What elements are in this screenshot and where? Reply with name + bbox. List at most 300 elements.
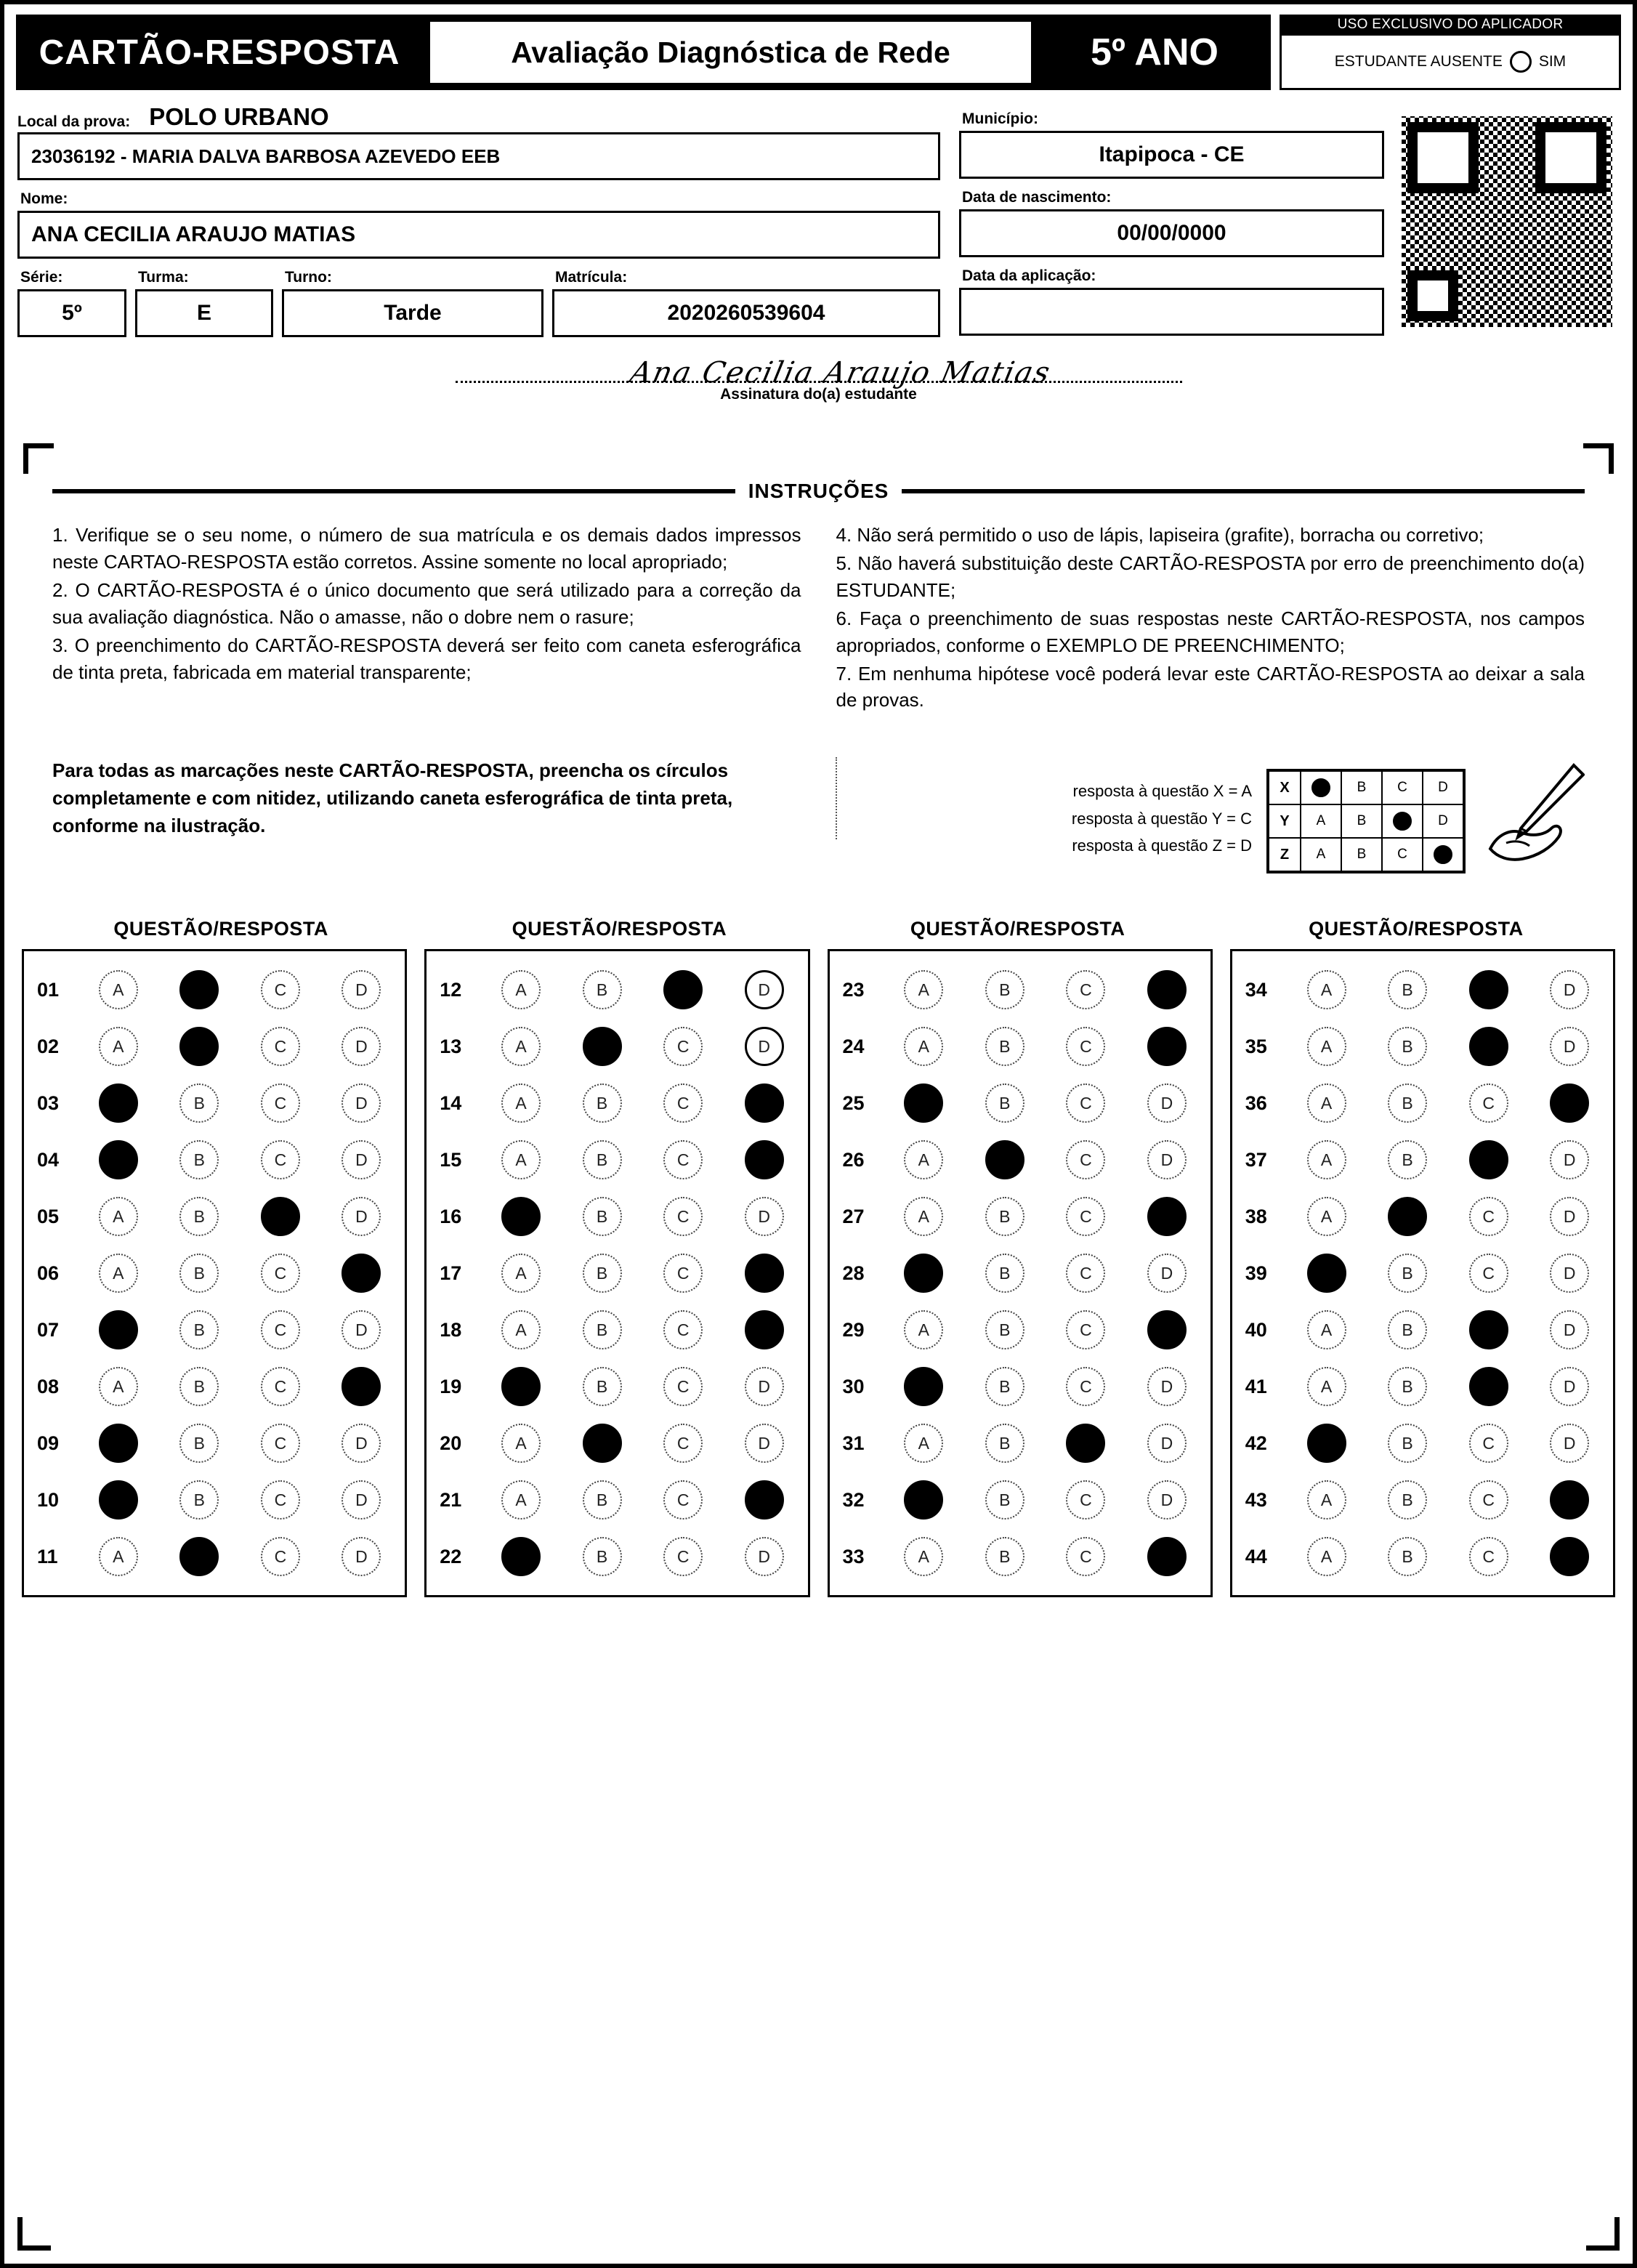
option-bubble-c[interactable]: C xyxy=(261,970,300,1009)
instructions-right-column xyxy=(836,522,1585,715)
example-bubble xyxy=(1423,838,1463,871)
option-bubble-d[interactable]: D xyxy=(341,1140,381,1179)
option-bubble-a[interactable]: A xyxy=(1307,1083,1346,1123)
option-bubble-d[interactable]: D xyxy=(745,1537,784,1576)
option-bubble-d[interactable]: D xyxy=(1147,1254,1187,1293)
answer-row xyxy=(1235,1472,1610,1528)
option-bubble-c[interactable]: C xyxy=(261,1140,300,1179)
sheet-header xyxy=(16,15,1621,90)
option-bubble-a[interactable]: A xyxy=(501,1424,541,1463)
option-bubble-c[interactable]: C xyxy=(261,1367,300,1406)
option-bubbles xyxy=(480,1424,804,1463)
option-bubbles xyxy=(884,1424,1208,1463)
question-number: 08 xyxy=(37,1375,60,1397)
option-bubble-c[interactable]: C xyxy=(1066,1027,1105,1066)
question-number: 22 xyxy=(440,1545,462,1567)
option-bubbles xyxy=(78,1254,402,1293)
option-bubbles xyxy=(1286,1310,1610,1349)
question-number: 01 xyxy=(37,978,60,1001)
question-number: 11 xyxy=(37,1545,58,1567)
answer-row xyxy=(1235,961,1610,1018)
alignment-corner-bottom-left xyxy=(17,2217,51,2251)
answer-row xyxy=(27,1018,402,1075)
option-bubble-c[interactable]: C xyxy=(663,1367,703,1406)
option-bubble-a[interactable]: A xyxy=(501,1254,541,1293)
answer-row xyxy=(833,1358,1208,1415)
option-bubble-d[interactable] xyxy=(1147,1310,1187,1349)
option-bubble-c[interactable]: C xyxy=(1469,1480,1508,1520)
option-bubbles xyxy=(884,970,1208,1009)
question-number: 21 xyxy=(440,1488,462,1511)
option-bubble-c[interactable] xyxy=(1469,1140,1508,1179)
option-bubble-c[interactable]: C xyxy=(1066,1197,1105,1236)
option-bubbles xyxy=(1286,1480,1610,1520)
option-bubbles xyxy=(1286,1027,1610,1066)
option-bubble-b[interactable]: B xyxy=(583,1197,622,1236)
option-bubble-d[interactable]: D xyxy=(1550,1424,1589,1463)
question-number: 03 xyxy=(37,1091,60,1114)
answer-row xyxy=(833,1018,1208,1075)
option-bubble-c[interactable]: C xyxy=(1469,1197,1508,1236)
option-bubble-b[interactable]: B xyxy=(179,1140,219,1179)
nome-field: ANA CECILIA ARAUJO MATIAS xyxy=(17,211,940,259)
option-bubble-a[interactable] xyxy=(99,1424,138,1463)
option-bubble-c[interactable] xyxy=(1066,1424,1105,1463)
option-bubble-d[interactable]: D xyxy=(1147,1480,1187,1520)
option-bubble-d[interactable]: D xyxy=(1147,1083,1187,1123)
option-bubble-b[interactable] xyxy=(1388,1197,1427,1236)
answer-row xyxy=(833,1131,1208,1188)
option-bubble-b[interactable]: B xyxy=(985,1027,1024,1066)
instructions-columns xyxy=(23,522,1614,715)
absent-bubble-icon[interactable] xyxy=(1510,51,1532,73)
question-number: 30 xyxy=(842,1375,865,1397)
option-bubble-c[interactable]: C xyxy=(261,1310,300,1349)
option-bubble-a[interactable] xyxy=(501,1367,541,1406)
question-number: 19 xyxy=(440,1375,462,1397)
option-bubble-d[interactable] xyxy=(745,1083,784,1123)
option-bubble-a[interactable]: A xyxy=(904,1027,943,1066)
answer-row xyxy=(1235,1528,1610,1585)
answer-row xyxy=(27,1358,402,1415)
option-bubble-a[interactable]: A xyxy=(99,970,138,1009)
option-bubble-b[interactable]: B xyxy=(1388,1027,1427,1066)
question-number: 39 xyxy=(1245,1262,1267,1284)
option-bubble-c[interactable]: C xyxy=(663,1140,703,1179)
option-bubbles xyxy=(884,1083,1208,1123)
answer-row xyxy=(27,1245,402,1302)
question-number: 32 xyxy=(842,1488,865,1511)
question-number: 41 xyxy=(1245,1375,1267,1397)
polo-value: POLO URBANO xyxy=(149,103,329,130)
option-bubble-a[interactable]: A xyxy=(501,1140,541,1179)
option-bubble-b[interactable]: B xyxy=(1388,1537,1427,1576)
answer-row xyxy=(429,1302,804,1358)
option-bubble-c[interactable] xyxy=(1469,1027,1508,1066)
option-bubble-a[interactable] xyxy=(904,1480,943,1520)
option-bubble-b[interactable]: B xyxy=(985,1537,1024,1576)
option-bubble-a[interactable] xyxy=(99,1083,138,1123)
option-bubble-b[interactable]: B xyxy=(179,1424,219,1463)
option-bubble-d[interactable]: D xyxy=(745,1424,784,1463)
option-bubbles xyxy=(1286,1140,1610,1179)
absent-yes-label: SIM xyxy=(1538,53,1567,70)
option-bubbles xyxy=(1286,970,1610,1009)
option-bubble-d[interactable] xyxy=(1147,970,1187,1009)
answer-row xyxy=(429,1131,804,1188)
option-bubble-c[interactable] xyxy=(663,970,703,1009)
option-bubble-c[interactable]: C xyxy=(261,1027,300,1066)
option-bubble-b[interactable]: B xyxy=(179,1367,219,1406)
instructions-title-row xyxy=(52,480,1585,503)
option-bubble-a[interactable]: A xyxy=(501,1480,541,1520)
option-bubble-d[interactable]: D xyxy=(341,970,381,1009)
option-bubble-b[interactable]: B xyxy=(179,1083,219,1123)
answer-row xyxy=(429,1075,804,1131)
answer-row xyxy=(429,1188,804,1245)
answer-row xyxy=(429,1472,804,1528)
option-bubble-b[interactable]: B xyxy=(583,1537,622,1576)
option-bubble-d[interactable] xyxy=(341,1254,381,1293)
option-bubble-c[interactable] xyxy=(1469,1310,1508,1349)
option-bubble-b[interactable] xyxy=(179,1027,219,1066)
option-bubble-c[interactable]: C xyxy=(1469,1537,1508,1576)
option-bubble-c[interactable]: C xyxy=(261,1083,300,1123)
instruction-item: 3. O preenchimento do CARTÃO-RESPOSTA deverá ser feito com caneta esferográfica de tinta preta, fabricada em material transparente; xyxy=(52,634,801,683)
serie-field: 5º xyxy=(17,289,126,337)
option-bubble-b[interactable]: B xyxy=(1388,1140,1427,1179)
option-bubble-b[interactable]: B xyxy=(179,1310,219,1349)
option-bubble-b[interactable]: B xyxy=(1388,1367,1427,1406)
answer-row xyxy=(429,1528,804,1585)
example-grid xyxy=(1266,769,1466,873)
option-bubble-c[interactable]: C xyxy=(1066,970,1105,1009)
option-bubble-c[interactable]: C xyxy=(1066,1537,1105,1576)
option-bubble-d[interactable]: D xyxy=(745,1197,784,1236)
option-bubble-c[interactable]: C xyxy=(663,1537,703,1576)
option-bubble-c[interactable]: C xyxy=(1066,1310,1105,1349)
answer-header: QUESTÃO/RESPOSTA xyxy=(512,918,727,940)
option-bubble-c[interactable]: C xyxy=(663,1424,703,1463)
answer-row xyxy=(833,1302,1208,1358)
option-bubbles xyxy=(78,1424,402,1463)
option-bubbles xyxy=(1286,1537,1610,1576)
option-bubble-b[interactable]: B xyxy=(583,1310,622,1349)
answer-row xyxy=(833,1528,1208,1585)
option-bubble-b[interactable] xyxy=(583,1424,622,1463)
option-bubble-d[interactable]: D xyxy=(1147,1140,1187,1179)
option-bubble-b[interactable]: B xyxy=(179,1254,219,1293)
option-bubble-d[interactable] xyxy=(1550,1537,1589,1576)
question-number: 05 xyxy=(37,1205,60,1227)
option-bubble-b[interactable]: B xyxy=(179,1197,219,1236)
option-bubble-b[interactable]: B xyxy=(583,1083,622,1123)
aplicacao-label: Data da aplicação: xyxy=(962,267,1096,284)
option-bubble-a[interactable]: A xyxy=(904,1197,943,1236)
option-bubble-d[interactable] xyxy=(1147,1027,1187,1066)
option-bubble-a[interactable]: A xyxy=(99,1254,138,1293)
option-bubble-d[interactable]: D xyxy=(1550,1140,1589,1179)
option-bubbles xyxy=(1286,1424,1610,1463)
option-bubbles xyxy=(1286,1367,1610,1406)
option-bubble-d[interactable]: D xyxy=(745,1027,784,1066)
question-number: 35 xyxy=(1245,1035,1267,1057)
option-bubble-a[interactable]: A xyxy=(904,1537,943,1576)
option-bubble-a[interactable]: A xyxy=(1307,1537,1346,1576)
option-bubble-a[interactable]: A xyxy=(1307,1027,1346,1066)
option-bubble-c[interactable]: C xyxy=(261,1254,300,1293)
option-bubble-b[interactable]: B xyxy=(985,1480,1024,1520)
option-bubble-a[interactable]: A xyxy=(1307,970,1346,1009)
alignment-corner-top-right xyxy=(1583,443,1614,474)
option-bubble-d[interactable] xyxy=(1550,1083,1589,1123)
option-bubble-b[interactable]: B xyxy=(1388,1310,1427,1349)
answer-row xyxy=(27,1131,402,1188)
option-bubble-a[interactable] xyxy=(99,1140,138,1179)
option-bubble-c[interactable]: C xyxy=(261,1537,300,1576)
example-grid-wrapper xyxy=(1266,757,1466,873)
answer-row xyxy=(833,961,1208,1018)
option-bubble-d[interactable]: D xyxy=(1550,1197,1589,1236)
option-bubble-b[interactable]: B xyxy=(583,1367,622,1406)
option-bubble-b[interactable]: B xyxy=(1388,1083,1427,1123)
example-bubble: A xyxy=(1301,838,1341,871)
option-bubble-d[interactable] xyxy=(745,1480,784,1520)
option-bubble-b[interactable] xyxy=(179,1537,219,1576)
option-bubble-b[interactable]: B xyxy=(1388,1480,1427,1520)
nascimento-label: Data de nascimento: xyxy=(962,189,1112,206)
option-bubble-a[interactable] xyxy=(99,1480,138,1520)
option-bubble-b[interactable]: B xyxy=(1388,970,1427,1009)
signature-caption: Assinatura do(a) estudante xyxy=(720,386,917,403)
question-number: 18 xyxy=(440,1318,462,1341)
option-bubble-a[interactable] xyxy=(1307,1424,1346,1463)
option-bubble-b[interactable] xyxy=(179,970,219,1009)
answer-grid[interactable] xyxy=(22,949,1615,1597)
question-number: 15 xyxy=(440,1148,462,1171)
absent-field[interactable] xyxy=(1280,36,1621,90)
answer-row xyxy=(833,1415,1208,1472)
option-bubble-d[interactable] xyxy=(1147,1197,1187,1236)
option-bubble-a[interactable] xyxy=(904,1254,943,1293)
option-bubble-c[interactable]: C xyxy=(261,1424,300,1463)
option-bubble-b[interactable]: B xyxy=(985,1367,1024,1406)
option-bubble-a[interactable]: A xyxy=(501,970,541,1009)
option-bubble-a[interactable]: A xyxy=(99,1027,138,1066)
example-bubble: B xyxy=(1341,838,1382,871)
option-bubble-c[interactable]: C xyxy=(261,1480,300,1520)
option-bubble-c[interactable] xyxy=(1469,970,1508,1009)
question-number: 27 xyxy=(842,1205,865,1227)
fill-example-text: Para todas as marcações neste CARTÃO-RESPOSTA, preencha os círculos completamente e com nitidez, utilizando caneta esferográfica de tinta preta, conforme na ilustração. xyxy=(52,757,837,839)
option-bubble-d[interactable] xyxy=(745,1140,784,1179)
option-bubble-b[interactable] xyxy=(985,1140,1024,1179)
option-bubble-d[interactable]: D xyxy=(341,1424,381,1463)
option-bubble-b[interactable]: B xyxy=(583,970,622,1009)
option-bubble-d[interactable] xyxy=(1147,1537,1187,1576)
answer-column xyxy=(1230,949,1615,1597)
option-bubbles xyxy=(480,1254,804,1293)
option-bubble-c[interactable]: C xyxy=(1066,1140,1105,1179)
option-bubble-a[interactable]: A xyxy=(501,1083,541,1123)
example-bubble: D xyxy=(1423,804,1463,838)
option-bubble-b[interactable]: B xyxy=(179,1480,219,1520)
answer-row xyxy=(1235,1302,1610,1358)
question-number: 07 xyxy=(37,1318,60,1341)
answer-row xyxy=(429,1018,804,1075)
option-bubble-a[interactable]: A xyxy=(1307,1310,1346,1349)
option-bubbles xyxy=(78,1027,402,1066)
option-bubble-a[interactable]: A xyxy=(1307,1480,1346,1520)
option-bubble-c[interactable]: C xyxy=(1469,1083,1508,1123)
aplicacao-field xyxy=(959,288,1384,336)
answer-row xyxy=(27,1075,402,1131)
answer-row xyxy=(1235,1415,1610,1472)
option-bubble-d[interactable]: D xyxy=(1550,1367,1589,1406)
option-bubble-d[interactable]: D xyxy=(341,1480,381,1520)
option-bubble-d[interactable]: D xyxy=(1147,1424,1187,1463)
option-bubble-d[interactable] xyxy=(341,1367,381,1406)
option-bubble-c[interactable]: C xyxy=(663,1310,703,1349)
option-bubble-b[interactable]: B xyxy=(583,1480,622,1520)
option-bubble-a[interactable] xyxy=(1307,1254,1346,1293)
option-bubble-b[interactable]: B xyxy=(985,970,1024,1009)
option-bubble-d[interactable]: D xyxy=(1147,1367,1187,1406)
qr-slot xyxy=(1402,103,1620,337)
option-bubble-c[interactable]: C xyxy=(663,1197,703,1236)
option-bubble-b[interactable]: B xyxy=(1388,1424,1427,1463)
question-number: 02 xyxy=(37,1035,60,1057)
option-bubble-c[interactable]: C xyxy=(1066,1367,1105,1406)
option-bubble-d[interactable]: D xyxy=(745,970,784,1009)
answer-column xyxy=(22,949,407,1597)
alignment-corner-bottom-right xyxy=(1586,2217,1620,2251)
option-bubble-c[interactable]: C xyxy=(663,1027,703,1066)
option-bubble-a[interactable]: A xyxy=(501,1027,541,1066)
example-bubble: B xyxy=(1341,804,1382,838)
option-bubble-c[interactable]: C xyxy=(1066,1083,1105,1123)
bubble-filled-icon xyxy=(1311,778,1330,797)
instruction-item: 2. O CARTÃO-RESPOSTA é o único documento que será utilizado para a correção da sua avaliação diagnóstica. Não o amasse, não o dobre nem o rasure; xyxy=(52,578,801,628)
option-bubble-c[interactable]: C xyxy=(663,1254,703,1293)
option-bubbles xyxy=(884,1480,1208,1520)
option-bubble-a[interactable]: A xyxy=(1307,1140,1346,1179)
option-bubble-b[interactable]: B xyxy=(1388,1254,1427,1293)
option-bubble-a[interactable]: A xyxy=(99,1537,138,1576)
option-bubble-d[interactable] xyxy=(745,1254,784,1293)
option-bubble-b[interactable]: B xyxy=(985,1197,1024,1236)
option-bubble-a[interactable]: A xyxy=(1307,1367,1346,1406)
example-bubble xyxy=(1382,804,1423,838)
question-number: 13 xyxy=(440,1035,462,1057)
option-bubble-d[interactable]: D xyxy=(341,1083,381,1123)
option-bubbles xyxy=(884,1027,1208,1066)
question-number: 37 xyxy=(1245,1148,1267,1171)
option-bubbles xyxy=(884,1367,1208,1406)
option-bubble-a[interactable]: A xyxy=(501,1310,541,1349)
option-bubble-d[interactable]: D xyxy=(341,1537,381,1576)
answer-row xyxy=(833,1188,1208,1245)
option-bubble-a[interactable]: A xyxy=(904,1140,943,1179)
option-bubble-d[interactable]: D xyxy=(745,1367,784,1406)
option-bubble-a[interactable] xyxy=(904,1367,943,1406)
option-bubble-c[interactable]: C xyxy=(1469,1424,1508,1463)
question-number: 44 xyxy=(1245,1545,1267,1567)
option-bubble-a[interactable]: A xyxy=(99,1197,138,1236)
turma-field: E xyxy=(135,289,273,337)
option-bubble-c[interactable] xyxy=(1469,1367,1508,1406)
instructions-left-column xyxy=(52,522,801,715)
option-bubble-b[interactable]: B xyxy=(583,1140,622,1179)
option-bubble-c[interactable]: C xyxy=(663,1480,703,1520)
option-bubble-a[interactable] xyxy=(99,1310,138,1349)
option-bubble-d[interactable]: D xyxy=(1550,970,1589,1009)
option-bubble-a[interactable] xyxy=(904,1083,943,1123)
polo-line xyxy=(17,103,940,131)
answer-row xyxy=(27,1528,402,1585)
option-bubble-d[interactable]: D xyxy=(1550,1310,1589,1349)
applicator-only-label: USO EXCLUSIVO DO APLICADOR xyxy=(1280,15,1621,36)
option-bubble-d[interactable]: D xyxy=(341,1310,381,1349)
legend-line: resposta à questão Z = D xyxy=(1072,836,1252,855)
option-bubble-a[interactable]: A xyxy=(904,970,943,1009)
option-bubble-d[interactable]: D xyxy=(341,1027,381,1066)
option-bubble-d[interactable] xyxy=(1550,1480,1589,1520)
option-bubbles xyxy=(78,1537,402,1576)
question-number: 09 xyxy=(37,1432,60,1454)
municipio-field: Itapipoca - CE xyxy=(959,131,1384,179)
option-bubbles xyxy=(1286,1197,1610,1236)
example-row-label: Y xyxy=(1269,804,1301,838)
answer-row xyxy=(833,1245,1208,1302)
option-bubble-b[interactable]: B xyxy=(583,1254,622,1293)
option-bubble-c[interactable]: C xyxy=(1066,1254,1105,1293)
answer-header: QUESTÃO/RESPOSTA xyxy=(113,918,328,940)
option-bubble-a[interactable]: A xyxy=(99,1367,138,1406)
signature-area xyxy=(31,356,1606,436)
option-bubble-d[interactable]: D xyxy=(1550,1254,1589,1293)
option-bubble-b[interactable]: B xyxy=(985,1424,1024,1463)
instruction-item: 6. Faça o preenchimento de suas respostas neste CARTÃO-RESPOSTA, nos campos apropriados, conforme o EXEMPLO DE PREENCHIMENTO; xyxy=(836,607,1585,656)
option-bubble-b[interactable]: B xyxy=(985,1310,1024,1349)
option-bubble-d[interactable]: D xyxy=(1550,1027,1589,1066)
option-bubble-d[interactable]: D xyxy=(341,1197,381,1236)
option-bubble-c[interactable]: C xyxy=(663,1083,703,1123)
fill-example-row xyxy=(52,757,1585,874)
option-bubble-d[interactable] xyxy=(745,1310,784,1349)
matricula-field: 2020260539604 xyxy=(552,289,940,337)
option-bubble-c[interactable]: C xyxy=(1066,1480,1105,1520)
question-number: 12 xyxy=(440,978,462,1001)
option-bubble-c[interactable]: C xyxy=(1469,1254,1508,1293)
option-bubble-a[interactable]: A xyxy=(904,1310,943,1349)
option-bubble-b[interactable]: B xyxy=(985,1083,1024,1123)
option-bubbles xyxy=(480,1027,804,1066)
option-bubble-a[interactable] xyxy=(501,1537,541,1576)
option-bubble-a[interactable] xyxy=(501,1197,541,1236)
question-number: 28 xyxy=(842,1262,865,1284)
option-bubble-c[interactable] xyxy=(261,1197,300,1236)
example-row-label: X xyxy=(1269,771,1301,804)
option-bubble-a[interactable]: A xyxy=(904,1424,943,1463)
option-bubble-a[interactable]: A xyxy=(1307,1197,1346,1236)
option-bubble-b[interactable]: B xyxy=(985,1254,1024,1293)
question-number: 20 xyxy=(440,1432,462,1454)
option-bubbles xyxy=(480,1310,804,1349)
answer-header: QUESTÃO/RESPOSTA xyxy=(910,918,1125,940)
option-bubbles xyxy=(1286,1083,1610,1123)
option-bubble-b[interactable] xyxy=(583,1027,622,1066)
